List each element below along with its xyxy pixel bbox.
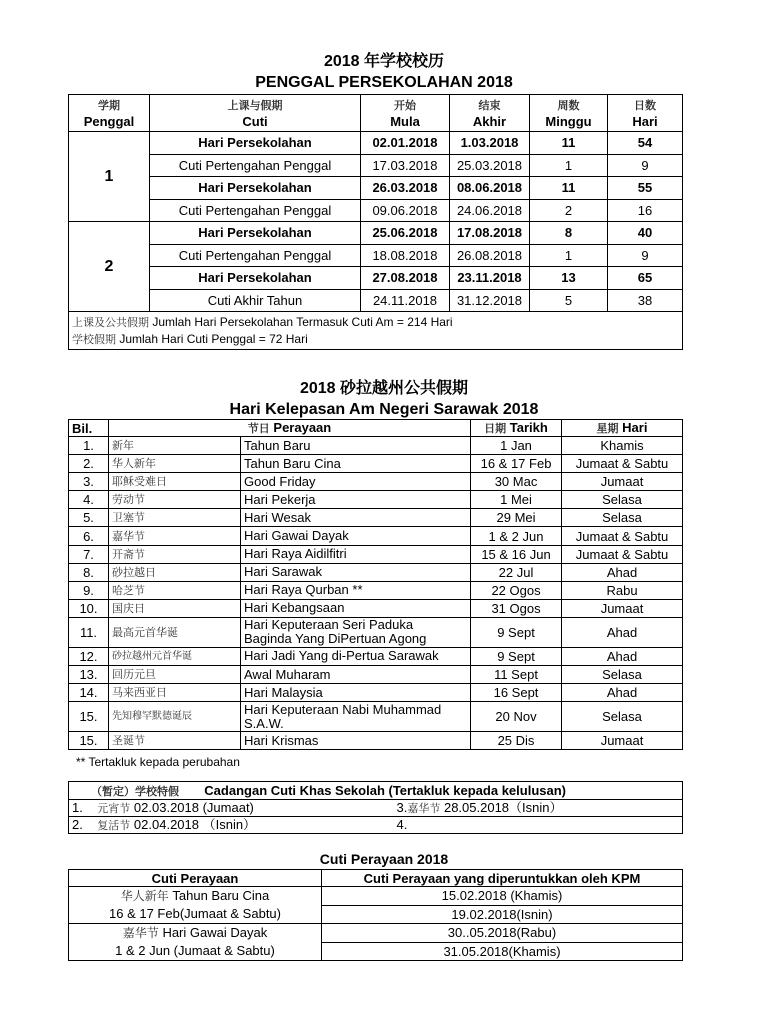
holiday-name [241,527,471,545]
period-type: Cuti Pertengahan Penggal [150,199,361,222]
start-date: 26.03.2018 [361,177,450,200]
holiday-name-zh: 卫塞节 [109,509,241,527]
period-type: Hari Persekolahan [150,267,361,290]
holiday-name [241,617,471,647]
holiday-date: 15 & 16 Jun [471,545,562,563]
holiday-number: 3. [69,473,109,491]
festive-row [69,924,683,943]
holiday-number: 5. [69,509,109,527]
holiday-day: Ahad [562,563,683,581]
holiday-name-zh: 圣诞节 [109,732,241,750]
holidays-note: ** Tertakluk kepada perubahan [76,755,240,769]
holiday-name-zh: 哈芝节 [109,581,241,599]
end-date: 31.12.2018 [450,289,530,312]
end-date: 25.03.2018 [450,154,530,177]
festive-title: Cuti Perayaan 2018 [319,851,449,867]
holiday-name [241,509,471,527]
item-name-zh: 复活节 [97,819,131,832]
start-date: 25.06.2018 [361,222,450,245]
holiday-row [69,732,683,750]
col-hari: 日数 Hari [608,95,683,132]
holiday-day: Selasa [562,702,683,732]
calendar-row [69,154,683,177]
holiday-date: 1 Jan [471,437,562,455]
festive-holiday [69,887,322,924]
days-count: 65 [608,267,683,290]
holidays-title-zh: 2018 砂拉越州公共假期 [299,380,469,397]
holiday-row [69,455,683,473]
festive-name-zh: 华人新年 [120,889,169,903]
holiday-day: Ahad [562,684,683,702]
holiday-name [241,437,471,455]
col-bil: Bil. [69,420,109,437]
end-date: 23.11.2018 [450,267,530,290]
item-number: 3. [396,800,408,815]
holiday-name [241,563,471,581]
end-date: 1.03.2018 [450,132,530,155]
kpm-date: 30..05.2018(Rabu) [322,924,683,943]
holiday-day: Ahad [562,617,683,647]
item-name-zh: 元宵节 [97,802,131,815]
festive-header-row [69,870,683,887]
start-date: 17.03.2018 [361,154,450,177]
holiday-number: 12. [69,647,109,665]
festive-name: Hari Gawai Dayak [162,925,268,940]
holiday-date: 25 Dis [471,732,562,750]
item-name-zh: 嘉华节 [407,802,441,815]
holiday-name [241,545,471,563]
holiday-name [241,666,471,684]
days-count: 9 [608,244,683,267]
item-number: 2. [72,817,83,832]
calendar-row [69,199,683,222]
holiday-day: Selasa [562,666,683,684]
holiday-name-zh: 嘉华节 [109,527,241,545]
holiday-day: Selasa [562,491,683,509]
col-tarikh: 日期 Tarikh [471,420,562,437]
holiday-number: 2. [69,455,109,473]
period-type: Cuti Akhir Tahun [150,289,361,312]
festive-dates: 16 & 17 Feb(Jumaat & Sabtu) [109,906,281,921]
holiday-number: 10. [69,599,109,617]
term-number: 1 [69,132,150,222]
holiday-row [69,666,683,684]
holiday-name-line: Hari Gawai Dayak [244,528,349,544]
kpm-date: 15.02.2018 (Khamis) [322,887,683,906]
item-date: 02.03.2018 (Jumaat) [133,800,254,815]
festive-row [69,887,683,906]
holiday-name-zh: 回历元旦 [109,666,241,684]
calendar-row [69,222,683,245]
holiday-name-line-2: Baginda Yang DiPertuan Agong [244,631,427,647]
holiday-number: 8. [69,563,109,581]
special-leave-item [394,800,683,817]
holiday-name-line: Hari Krismas [244,732,319,748]
holiday-row [69,563,683,581]
calendar-totals: 上课及公共假期 Jumlah Hari Persekolahan Termasuk Cuti Am = 214 Hari 学校假期 Jumlah Hari Cuti Penggal = 72 Hari [69,312,683,350]
end-date: 17.08.2018 [450,222,530,245]
holidays-title: Hari Kelepasan Am Negeri Sarawak 2018 [229,401,539,418]
holiday-name [241,581,471,599]
holiday-day: Jumaat [562,732,683,750]
public-holidays-table [68,419,683,750]
col-perayaan: 节日 Perayaan [109,420,471,437]
festive-dates: 1 & 2 Jun (Jumaat & Sabtu) [115,943,275,958]
period-type: Cuti Pertengahan Penggal [150,244,361,267]
festive-name: Tahun Baru Cina [172,888,270,903]
festive-holiday [69,924,322,961]
holiday-date: 11 Sept [471,666,562,684]
holiday-date: 1 & 2 Jun [471,527,562,545]
holiday-name-line: Hari Pekerja [244,491,316,507]
holiday-name-line: Hari Kebangsaan [244,600,345,616]
holiday-name-line-2: S.A.W. [244,715,284,731]
col-hari: 星期 Hari [562,420,683,437]
days-count: 38 [608,289,683,312]
end-date: 08.06.2018 [450,177,530,200]
holiday-date: 20 Nov [471,702,562,732]
calendar-row [69,177,683,200]
holiday-date: 22 Ogos [471,581,562,599]
holiday-day: Rabu [562,581,683,599]
holiday-row [69,527,683,545]
holiday-name [241,732,471,750]
weeks-count: 8 [530,222,608,245]
holiday-name-line: Hari Wesak [244,509,311,525]
school-calendar-table [68,94,683,350]
holiday-number: 11. [69,617,109,647]
holiday-name-zh: 华人新年 [109,455,241,473]
holiday-name [241,702,471,732]
holiday-date: 22 Jul [471,563,562,581]
col-kpm: Cuti Perayaan yang diperuntukkan oleh KPM [322,870,683,887]
holiday-day: Jumaat & Sabtu [562,545,683,563]
holiday-name-line: Hari Raya Aidilfitri [244,546,347,562]
holiday-name-zh: 劳动节 [109,491,241,509]
holiday-date: 16 Sept [471,684,562,702]
weeks-count: 11 [530,177,608,200]
holiday-date: 9 Sept [471,647,562,665]
holiday-number: 1. [69,437,109,455]
item-number: 1. [72,800,83,815]
holiday-day: Jumaat [562,473,683,491]
holiday-day: Jumaat & Sabtu [562,455,683,473]
col-mula: 开始 Mula [361,95,450,132]
calendar-row [69,244,683,267]
col-cuti: 上课与假期 Cuti [150,95,361,132]
holiday-name-line: Tahun Baru [244,437,311,453]
end-date: 26.08.2018 [450,244,530,267]
holiday-date: 29 Mei [471,509,562,527]
start-date: 24.11.2018 [361,289,450,312]
days-count: 54 [608,132,683,155]
holiday-row [69,702,683,732]
term-number: 2 [69,222,150,312]
holiday-date: 16 & 17 Feb [471,455,562,473]
holiday-name-zh: 砂拉越州元首华诞 [109,647,241,665]
holiday-name [241,491,471,509]
holiday-name-line: Good Friday [244,473,316,489]
period-type: Cuti Pertengahan Penggal [150,154,361,177]
holiday-row [69,647,683,665]
holiday-number: 6. [69,527,109,545]
holiday-name-line: Hari Sarawak [244,564,323,580]
item-date: 28.05.2018（Isnin） [443,800,563,815]
holiday-number: 15. [69,732,109,750]
special-header-row [69,782,683,800]
holiday-day: Selasa [562,509,683,527]
weeks-count: 5 [530,289,608,312]
days-count: 9 [608,154,683,177]
holiday-name [241,599,471,617]
holiday-day: Jumaat [562,599,683,617]
holiday-name-line: Hari Malaysia [244,684,323,700]
holiday-name-zh: 开斋节 [109,545,241,563]
holiday-name [241,455,471,473]
holiday-name-zh: 砂拉越日 [109,563,241,581]
start-date: 27.08.2018 [361,267,450,290]
special-leave-item [69,817,394,834]
weeks-count: 11 [530,132,608,155]
holiday-name-zh: 马来西亚日 [109,684,241,702]
kpm-date: 19.02.2018(Isnin) [322,905,683,924]
weeks-count: 1 [530,244,608,267]
col-minggu: 周数 Minggu [530,95,608,132]
holiday-date: 30 Mac [471,473,562,491]
days-count: 55 [608,177,683,200]
holiday-name-line: Hari Keputeraan Seri Paduka [244,617,414,633]
holiday-number: 13. [69,666,109,684]
period-type: Hari Persekolahan [150,222,361,245]
holiday-date: 31 Ogos [471,599,562,617]
item-date: 02.04.2018 （Isnin） [133,817,257,832]
holiday-name-zh: 国庆日 [109,599,241,617]
festive-name-zh: 嘉华节 [122,926,159,940]
period-type: Hari Persekolahan [150,132,361,155]
calendar-header-row [69,95,683,132]
calendar-row [69,132,683,155]
holiday-row [69,581,683,599]
kpm-date: 31.05.2018(Khamis) [322,942,683,961]
holiday-name-line: Hari Raya Qurban ** [244,582,363,598]
period-type: Hari Persekolahan [150,177,361,200]
days-count: 16 [608,199,683,222]
holiday-name [241,473,471,491]
holiday-name-line: Hari Keputeraan Nabi Muhammad [244,701,442,717]
days-count: 40 [608,222,683,245]
holiday-day: Ahad [562,647,683,665]
holiday-row [69,509,683,527]
start-date: 09.06.2018 [361,199,450,222]
col-cuti-perayaan: Cuti Perayaan [69,870,322,887]
special-leave-table [68,781,683,834]
weeks-count: 13 [530,267,608,290]
end-date: 24.06.2018 [450,199,530,222]
holiday-number: 9. [69,581,109,599]
holiday-row [69,599,683,617]
festive-leave-table [68,869,683,961]
holiday-row [69,491,683,509]
calendar-title: PENGGAL PERSEKOLAHAN 2018 [255,74,513,91]
holiday-row [69,617,683,647]
start-date: 18.08.2018 [361,244,450,267]
holiday-row [69,684,683,702]
weeks-count: 1 [530,154,608,177]
holiday-date: 1 Mei [471,491,562,509]
special-leave-row [69,817,683,834]
holiday-name-zh: 新年 [109,437,241,455]
holiday-number: 15. [69,702,109,732]
holiday-name-line: Awal Muharam [244,666,331,682]
holiday-row [69,473,683,491]
special-leave-item [394,817,683,834]
holiday-name-line: Tahun Baru Cina [244,455,341,471]
holiday-name-zh: 最高元首华诞 [109,617,241,647]
holiday-name [241,684,471,702]
col-akhir: 结束 Akhir [450,95,530,132]
holiday-number: 14. [69,684,109,702]
holiday-name [241,647,471,665]
holiday-date: 9 Sept [471,617,562,647]
holiday-name-zh: 先知穆罕默德诞辰 [109,702,241,732]
special-leave-row [69,800,683,817]
holiday-number: 4. [69,491,109,509]
holidays-header-row [69,420,683,437]
calendar-row [69,289,683,312]
holiday-row [69,437,683,455]
holiday-name-zh: 耶稣受难日 [109,473,241,491]
calendar-title-zh: 2018 年学校校历 [323,53,445,70]
col-penggal: 学期 Penggal [69,95,150,132]
calendar-row [69,267,683,290]
calendar-footer-row [69,312,683,350]
holiday-number: 7. [69,545,109,563]
weeks-count: 2 [530,199,608,222]
special-leave-item [69,800,394,817]
holiday-name-line: Hari Jadi Yang di-Pertua Sarawak [244,648,439,664]
holiday-row [69,545,683,563]
item-number: 4. [396,817,408,832]
holiday-day: Khamis [562,437,683,455]
start-date: 02.01.2018 [361,132,450,155]
holiday-day: Jumaat & Sabtu [562,527,683,545]
special-leave-header: （暂定）学校特假 Cadangan Cuti Khas Sekolah (Tertakluk kepada kelulusan) [69,782,683,800]
